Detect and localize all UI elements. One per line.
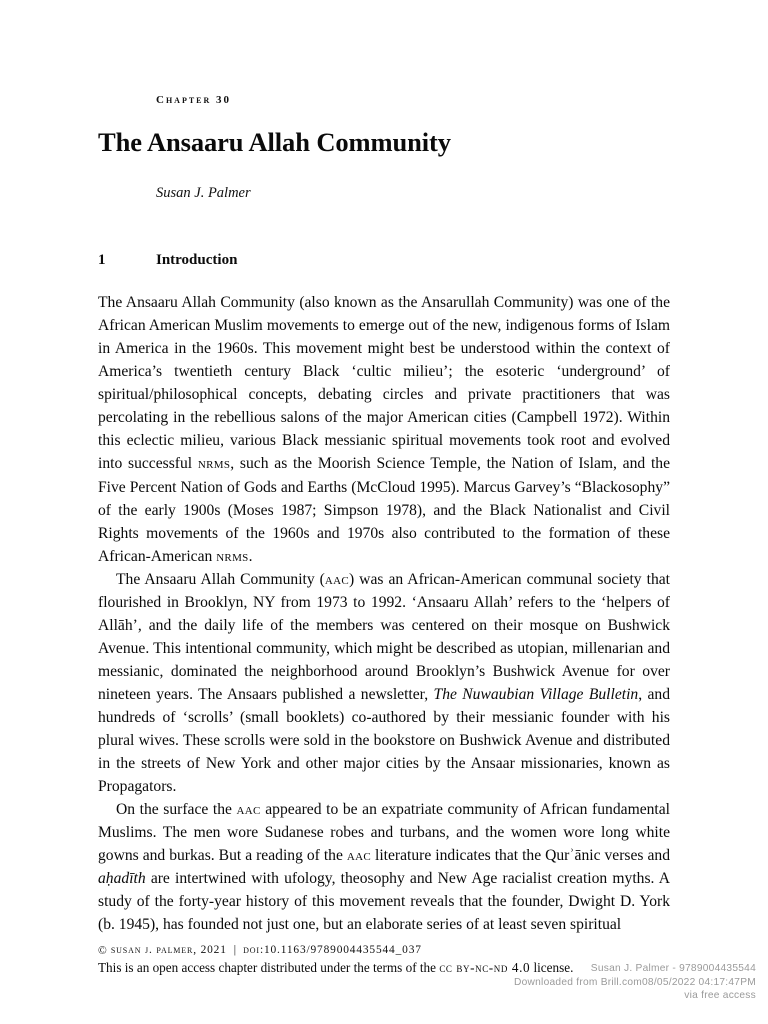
chapter-label: Chapter 30: [156, 94, 232, 106]
footer-separator: |: [233, 944, 237, 956]
download-watermark: [426, 959, 756, 1003]
author-name: Susan J. Palmer: [156, 185, 251, 202]
paragraph-1-text-c: .: [248, 547, 253, 565]
paragraph-2-text-b: ) was an African-American communal society that flourished in Brooklyn, NY from 1973 to 1992. ‘Ansaaru Allah’ refers to the ‘helpers of Allāh’, and the daily life of the members was centered on their mosque on Bushwick Avenue. This intentional community, which might be described as utopian, millenarian and messianic, dominated the neighborhood around Brooklyn’s Bushwick Avenue for over nineteen years. The Ansaars published a newsletter,: [98, 570, 670, 703]
watermark-user-line: Susan J. Palmer - 9789004435544: [590, 963, 756, 974]
copyright-holder: susan j. palmer, 2021: [110, 944, 227, 956]
paragraph-3-text-c: literature indicates that the Qurʾānic verses and: [371, 847, 670, 865]
paragraph-1-text-b: , such as the Moorish Science Temple, the Nation of Islam, and the Five Percent Nation of Gods and Earths (McCloud 1995). Marcus Garvey’s “Blackosophy” of the early 1900s (Moses 1987; Simpson 1978), and the Black Nationalist and Civil Rights movements of the 1960s and 1970s also contributed to the formation of these African-American: [98, 455, 670, 565]
paragraph-1-text-a: The Ansaaru Allah Community (also known as the Ansarullah Community) was one of the African American Muslim movements to emerge out of the new, indigenous forms of Islam in America in the 1960s. This movement might best be understood within the context of America’s twentieth century Black ‘cultic milieu’; the esoteric ‘underground’ of spiritual/philosophical concepts, debating circles and private practitioners that was percolating in the rebellious salons of the major American cities (Campbell 1972). Within this eclectic milieu, various Black messianic spiritual movements took root and evolved into successful: [98, 294, 670, 473]
paragraph-2-text-a: The Ansaaru Allah Community (: [116, 570, 325, 588]
page-content: [98, 0, 670, 936]
newsletter-title: The Nuwaubian Village Bulletin: [433, 685, 639, 703]
doi-text[interactable]: doi:10.1163/9789004435544_037: [243, 944, 422, 956]
body-text: [98, 291, 670, 936]
acronym-aac-2: aac: [236, 801, 261, 819]
paragraph-3-text-d: are intertwined with ufology, theosophy and New Age racialist creation myths. A study of the forty-year history of this movement reveals that the founder, Dwight D. York (b. 1945), has founded not just one, but an elaborate series of at least seven spiritual: [98, 870, 670, 934]
paragraph-3: [98, 798, 670, 936]
watermark-access-line: via free access: [684, 990, 756, 1002]
license-name[interactable]: cc by-nc-nd 4.0: [439, 959, 531, 975]
page-title: The Ansaaru Allah Community: [98, 127, 451, 157]
section-heading: [98, 252, 670, 269]
paragraph-1: [98, 291, 670, 568]
copyright-line: [98, 944, 678, 957]
license-text-a: This is an open access chapter distributed under the terms of the: [98, 959, 440, 975]
license-text-b: license.: [530, 959, 574, 975]
acronym-aac-3: aac: [346, 847, 372, 865]
paragraph-3-text-b: appeared to be an expatriate community of African fundamental Muslims. The men wore Sudanese robes and turbans, and the women wore long white gowns and burkas. But a reading of the: [98, 801, 670, 865]
section-title: Introduction: [156, 252, 238, 269]
paragraph-2-text-c: , and hundreds of ‘scrolls’ (small booklets) co-authored by their messianic founder with his plural wives. These scrolls were sold in the bookstore on Bushwick Avenue and distributed in the streets of New York and other major cities by the Ansaar missionaries, known as Propagators.: [98, 685, 670, 796]
acronym-aac: aac: [324, 570, 349, 588]
acronym-nrms-2: nrms: [216, 547, 249, 565]
paragraph-3-text-a: On the surface the: [116, 801, 237, 819]
section-number: 1: [98, 252, 106, 269]
watermark-download-line: Downloaded from Brill.com08/05/2022 04:17:47PM: [514, 976, 756, 988]
paragraph-2: [98, 568, 670, 798]
copyright-icon: ©: [98, 944, 107, 957]
arabic-term-ahadith: aḥadīth: [98, 870, 146, 888]
acronym-nrms: nrms: [197, 455, 231, 473]
